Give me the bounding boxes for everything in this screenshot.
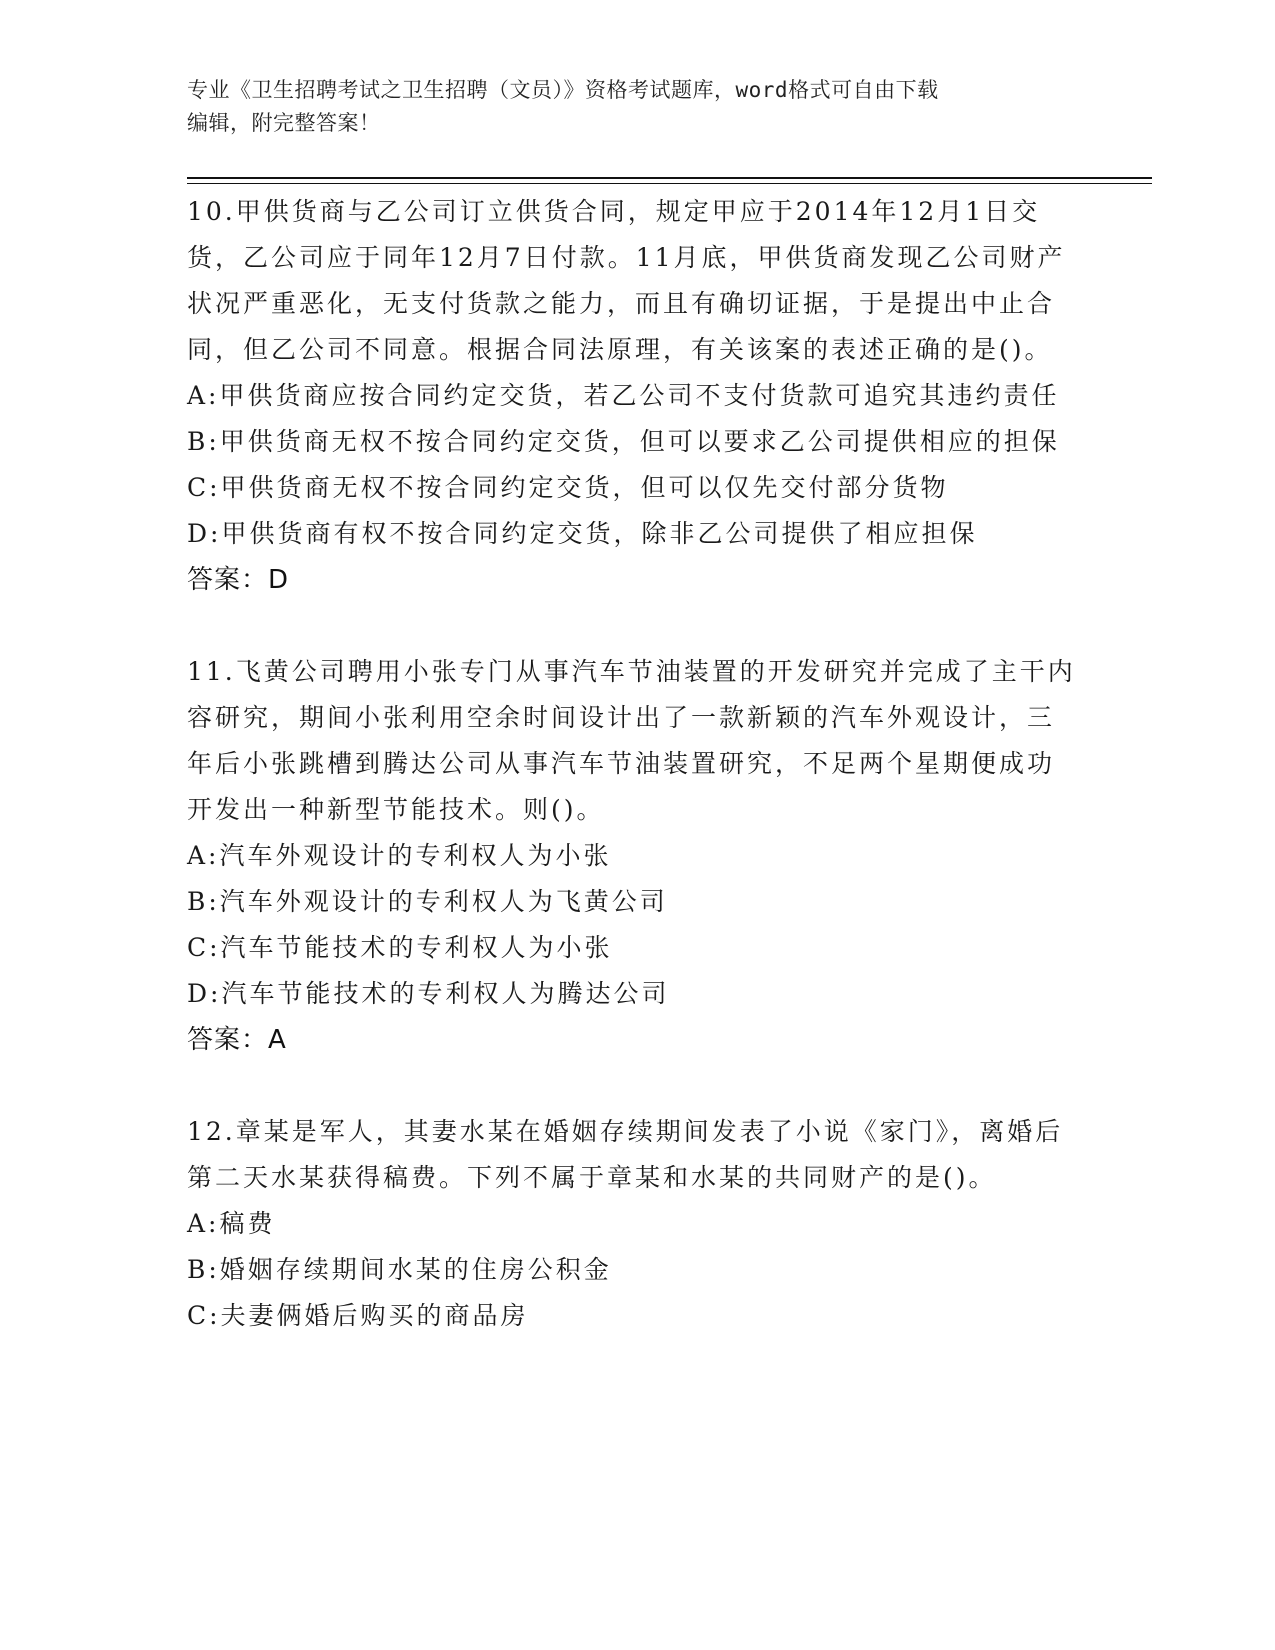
option-c: C:夫妻俩婚后购买的商品房 bbox=[187, 1301, 529, 1330]
option-a: A:甲供货商应按合同约定交货，若乙公司不支付货款可追究其违约责任 bbox=[187, 381, 1060, 410]
question-stem: 10.甲供货商与乙公司订立供货合同，规定甲应于2014年12月1日交货，乙公司应于同年12月7日付款。11月底，甲供货商发现乙公司财产状况严重恶化，无支付货款之能力，而且有确切证据，于是提出中止合同，但乙公司不同意。根据合同法原理，有关该案的表述正确的是()。 bbox=[187, 197, 1066, 364]
header-divider bbox=[187, 177, 1152, 179]
question-list bbox=[187, 189, 1077, 1385]
question-stem: 12.章某是军人，其妻水某在婚姻存续期间发表了小说《家门》，离婚后第二天水某获得稿费。下列不属于章某和水某的共同财产的是()。 bbox=[187, 1117, 1064, 1192]
option-b: B:婚姻存续期间水某的住房公积金 bbox=[187, 1255, 612, 1284]
answer-line: 答案：D bbox=[187, 565, 290, 595]
question-12 bbox=[187, 1109, 1077, 1339]
option-a: A:汽车外观设计的专利权人为小张 bbox=[187, 841, 612, 870]
question-10 bbox=[187, 189, 1077, 603]
option-b: B:汽车外观设计的专利权人为飞黄公司 bbox=[187, 887, 668, 916]
question-stem: 11.飞黄公司聘用小张专门从事汽车节油装置的开发研究并完成了主干内容研究，期间小张利用空余时间设计出了一款新颖的汽车外观设计，三年后小张跳槽到腾达公司从事汽车节油装置研究，不足两个星期便成功开发出一种新型节能技术。则()。 bbox=[187, 657, 1076, 824]
header-divider-thin bbox=[187, 183, 1152, 184]
option-d: D:汽车节能技术的专利权人为腾达公司 bbox=[187, 979, 670, 1008]
option-c: C:汽车节能技术的专利权人为小张 bbox=[187, 933, 613, 962]
header-line-2: 编辑，附完整答案！ bbox=[187, 111, 381, 135]
option-a: A:稿费 bbox=[187, 1209, 276, 1238]
option-d: D:甲供货商有权不按合同约定交货，除非乙公司提供了相应担保 bbox=[187, 519, 978, 548]
question-11 bbox=[187, 649, 1077, 1063]
option-b: B:甲供货商无权不按合同约定交货，但可以要求乙公司提供相应的担保 bbox=[187, 427, 1060, 456]
document-header bbox=[187, 74, 1087, 140]
header-line-1: 专业《卫生招聘考试之卫生招聘（文员）》资格考试题库，word格式可自由下载 bbox=[187, 78, 939, 102]
option-c: C:甲供货商无权不按合同约定交货，但可以仅先交付部分货物 bbox=[187, 473, 949, 502]
answer-line: 答案：A bbox=[187, 1025, 287, 1055]
